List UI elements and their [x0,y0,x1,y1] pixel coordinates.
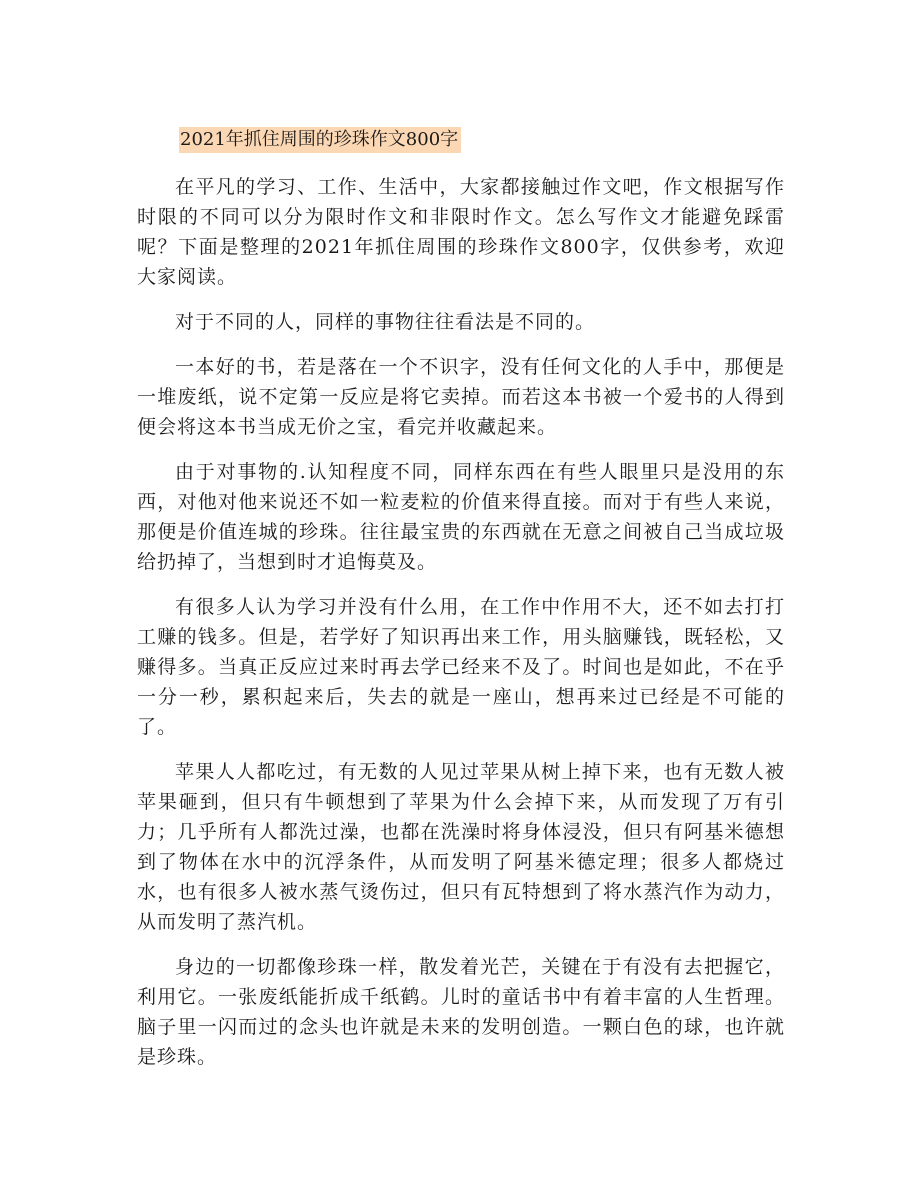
paragraph-2: 对于不同的人，同样的事物往往看法是不同的。 [175,311,596,333]
paragraph-3: 一本好的书，若是落在一个不识字，没有任何文化的人手中，那便是一堆废纸，说不定第一反应是将它卖掉。而若这本书被一个爱书的人得到便会将这本书当成无价之宝，看完并收藏起来。 [137,356,785,438]
paragraph-6: 苹果人人都吃过，有无数的人见过苹果从树上掉下来，也有无数人被苹果砸到，但只有牛顿想到了苹果为什么会掉下来，从而发现了万有引力；几乎所有人都洗过澡，也都在洗澡时将身体浸没，但只有阿基米德想到了物体在水中的沉浮条件，从而发明了阿基米德定理；很多人都烧过水，也有很多人被水蒸气烫伤过，但只有瓦特想到了将水蒸汽作为动力，从而发明了蒸汽机。 [137,761,785,933]
document-body [137,172,785,1087]
paragraph-4: 由于对事物的.认知程度不同，同样东西在有些人眼里只是没用的东西，对他对他来说还不如一粒麦粒的价值来得直接。而对于有些人来说，那便是价值连城的珍珠。往往最宝贵的东西就在无意之间被自己当成垃圾给扔掉了，当想到时才追悔莫及。 [137,461,785,573]
paragraph-7: 身边的一切都像珍珠一样，散发着光芒，关键在于有没有去把握它，利用它。一张废纸能折成千纸鹤。儿时的童话书中有着丰富的人生哲理。脑子里一闪而过的念头也许就是未来的发明创造。一颗白色的球，也许就是珍珠。 [137,956,785,1068]
title-container [179,127,461,153]
paragraph-intro: 在平凡的学习、工作、生活中，大家都接触过作文吧，作文根据写作时限的不同可以分为限时作文和非限时作文。怎么写作文才能避免踩雷呢？下面是整理的2021年抓住周围的珍珠作文800字，仅供参考，欢迎大家阅读。 [137,176,785,288]
document-title: 2021年抓住周围的珍珠作文800字 [179,127,461,153]
paragraph-5: 有很多人认为学习并没有什么用，在工作中作用不大，还不如去打打工赚的钱多。但是，若学好了知识再出来工作，用头脑赚钱，既轻松，又赚得多。当真正反应过来时再去学已经来不及了。时间也是如此，不在乎一分一秒，累积起来后，失去的就是一座山，想再来过已经是不可能的了。 [137,596,785,738]
